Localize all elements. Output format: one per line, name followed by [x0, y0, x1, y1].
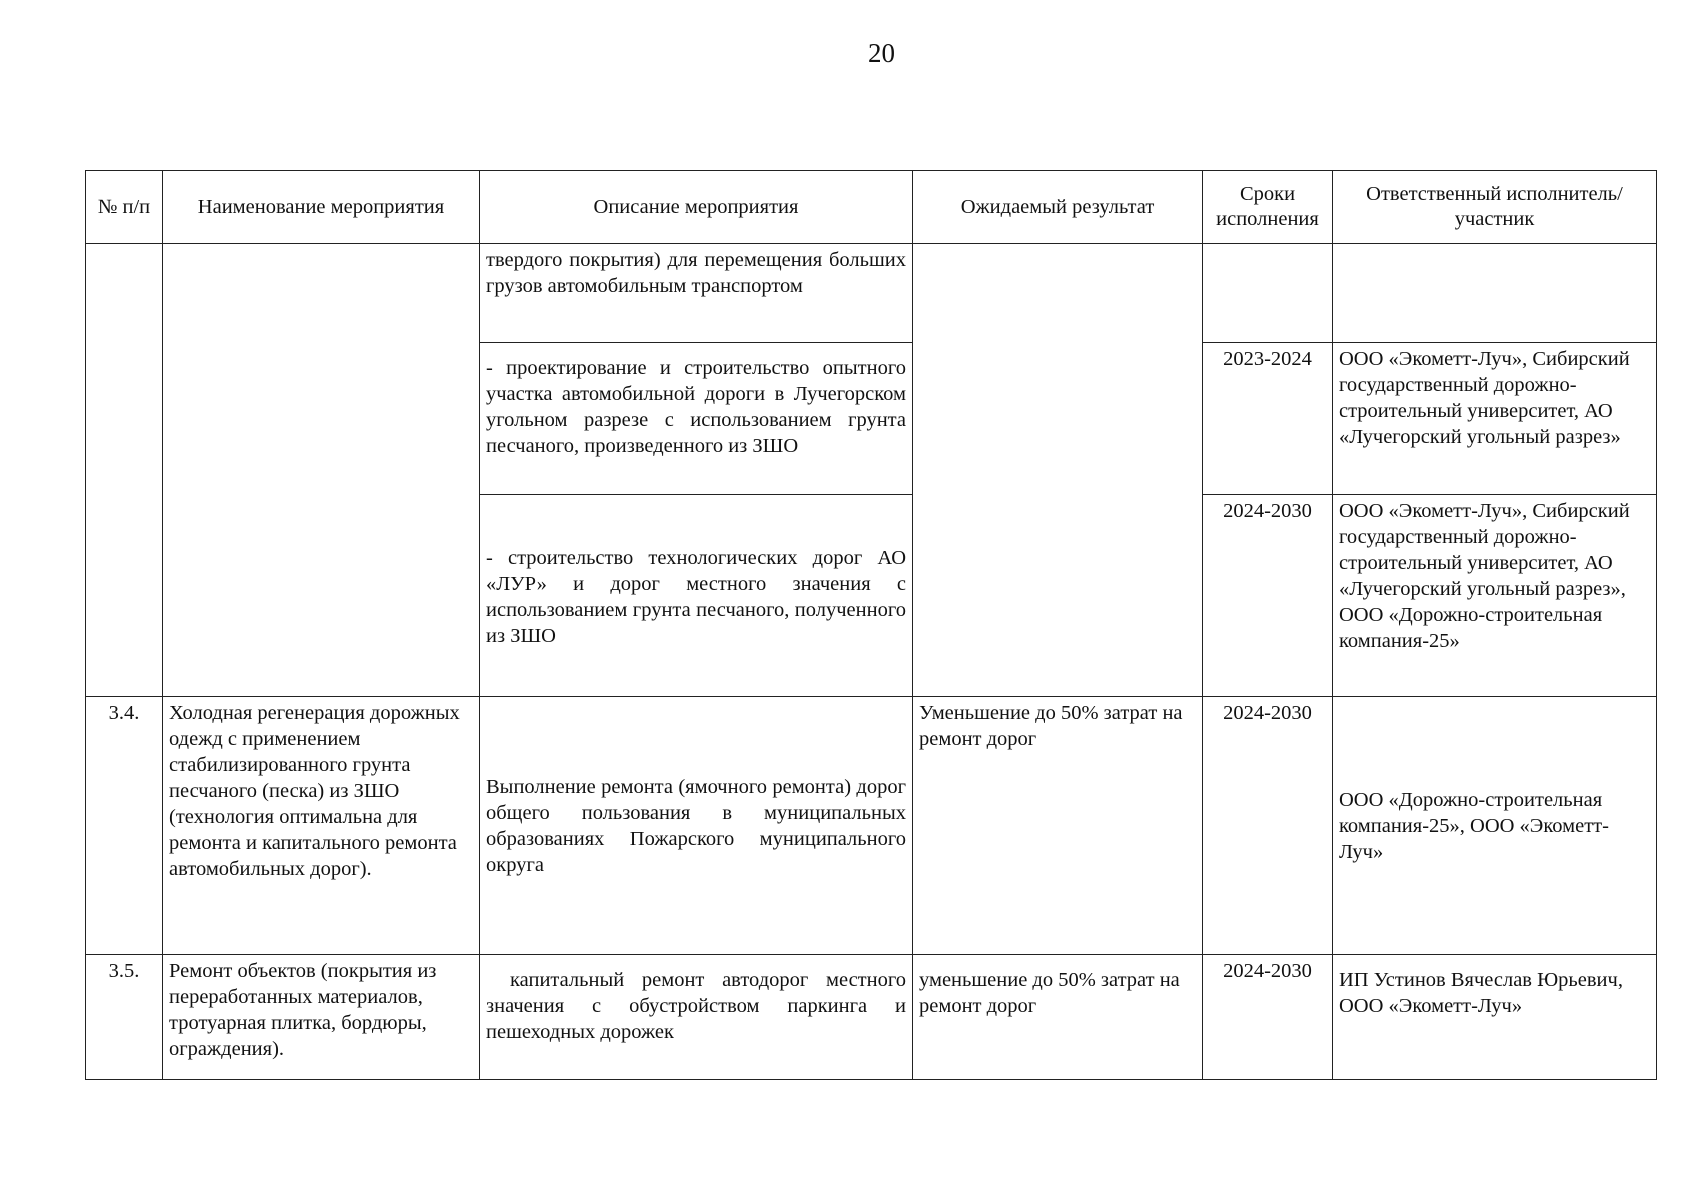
cell-responsible: ООО «Дорожно-строительная компания-25», ООО «Экометт-Луч» [1333, 697, 1657, 955]
header-responsible: Ответственный исполнитель/участник [1333, 171, 1657, 244]
table-row [86, 697, 1657, 955]
measures-table [85, 170, 1657, 1080]
table-row [86, 244, 1657, 343]
header-row [86, 171, 1657, 244]
header-term: Сроки исполнения [1203, 171, 1333, 244]
header-num: № п/п [86, 171, 163, 244]
header-name: Наименование мероприятия [163, 171, 480, 244]
cell-description: - проектирование и строительство опытного участка автомобильной дороги в Лучегорском угольном разрезе с использованием грунта песчаного, произведенного из ЗШО [480, 343, 913, 495]
cell-result: Уменьшение до 50% затрат на ремонт дорог [913, 697, 1203, 955]
cell-name-continued [163, 244, 480, 697]
cell-name: Холодная регенерация дорожных одежд с применением стабилизированного грунта песчаного (песка) из ЗШО (технология оптимальна для ремонта и капитального ремонта автомобильных дорог). [163, 697, 480, 955]
cell-term: 2024-2030 [1203, 955, 1333, 1080]
cell-term: 2023-2024 [1203, 343, 1333, 495]
cell-description: твердого покрытия) для перемещения больших грузов автомобильным транспортом [480, 244, 913, 343]
cell-name: Ремонт объектов (покрытия из переработанных материалов, тротуарная плитка, бордюры, ограждения). [163, 955, 480, 1080]
cell-responsible: ООО «Экометт-Луч», Сибирский государственный дорожно-строительный университет, АО «Лучегорский угольный разрез» [1333, 343, 1657, 495]
cell-num-continued [86, 244, 163, 697]
cell-responsible: ИП Устинов Вячеслав Юрьевич, ООО «Экометт-Луч» [1333, 955, 1657, 1080]
cell-result: уменьшение до 50% затрат на ремонт дорог [913, 955, 1203, 1080]
header-description: Описание мероприятия [480, 171, 913, 244]
cell-term: 2024-2030 [1203, 697, 1333, 955]
cell-term: 2024-2030 [1203, 495, 1333, 697]
cell-responsible-empty [1333, 244, 1657, 343]
cell-responsible: ООО «Экометт-Луч», Сибирский государственный дорожно-строительный университет, АО «Лучегорский угольный разрез», ООО «Дорожно-строительная компания-25» [1333, 495, 1657, 697]
header-result: Ожидаемый результат [913, 171, 1203, 244]
cell-num: 3.5. [86, 955, 163, 1080]
cell-description: капитальный ремонт автодорог местного значения с обустройством паркинга и пешеходных дорожек [480, 955, 913, 1080]
cell-num: 3.4. [86, 697, 163, 955]
page-number: 20 [868, 38, 895, 68]
cell-description: - строительство технологических дорог АО «ЛУР» и дорог местного значения с использованием грунта песчаного, полученного из ЗШО [480, 495, 913, 697]
table-row [86, 955, 1657, 1080]
cell-term-empty [1203, 244, 1333, 343]
cell-result-continued [913, 244, 1203, 697]
cell-description: Выполнение ремонта (ямочного ремонта) дорог общего пользования в муниципальных образованиях Пожарского муниципального округа [480, 697, 913, 955]
